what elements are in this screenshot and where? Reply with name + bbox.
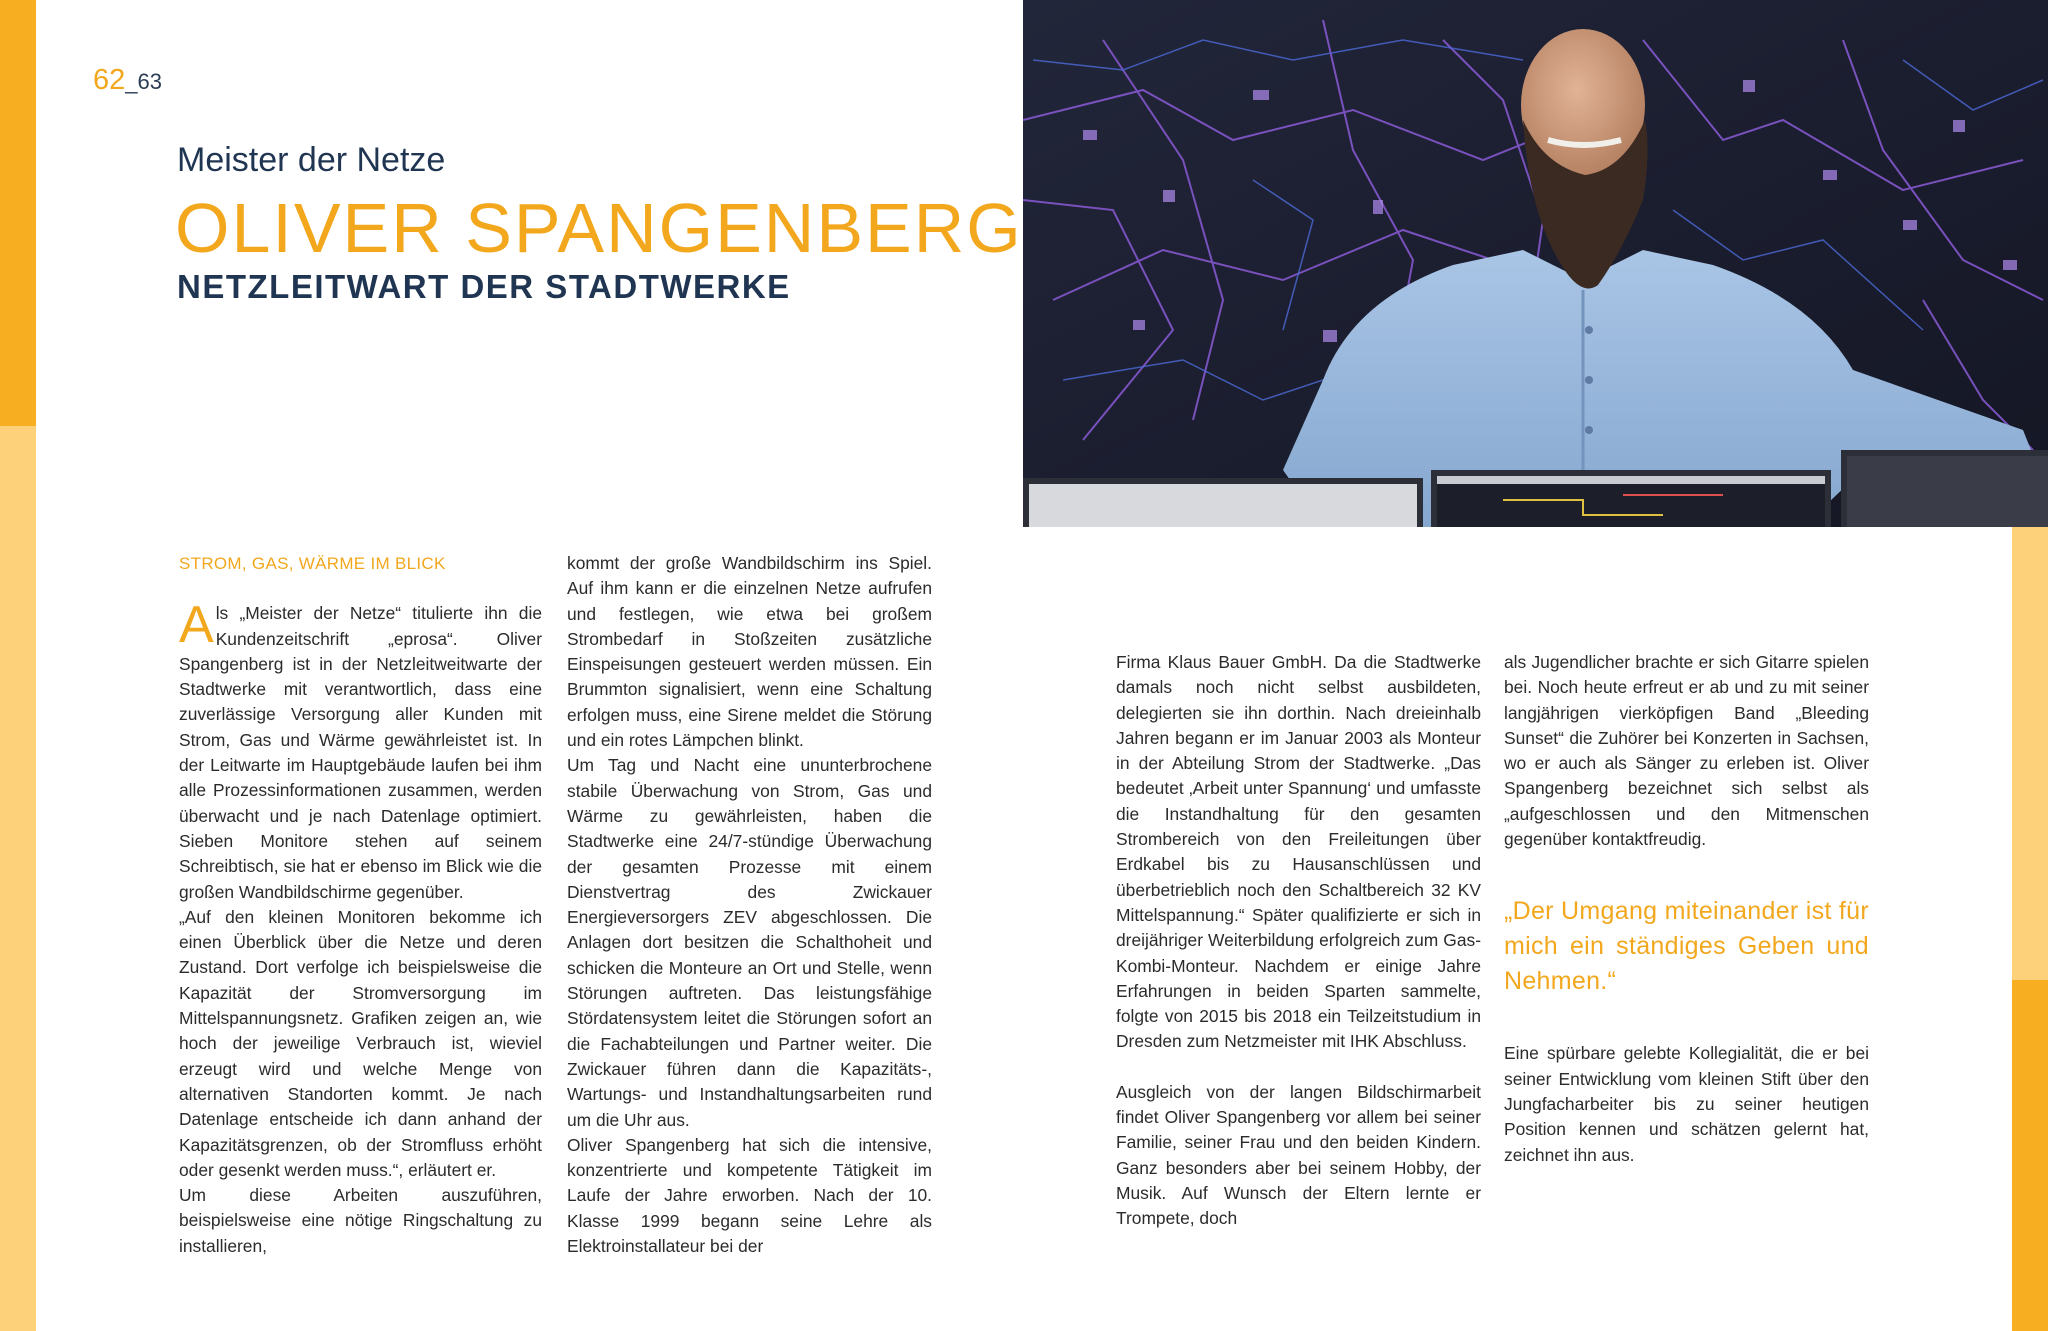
paragraph-text: ls „Meister der Netze“ titulierte ihn die Kundenzeitschrift „eprosa“. Oliver Spangenberg ist in der Netzleitweitwarte der Stadtwerke mit verantwortlich, dass eine zuverlässige Versorgung aller Kunden mit Strom, Gas und Wärme gewährleistet ist. In der Leitwarte im Hauptgebäude laufen bei ihm alle Prozessinformationen zusammen, werden überwacht und je nach Datenlage optimiert. Sieben Monitore stehen auf seinem Schreibtisch, sie hat er ebenso im Blick wie die großen Wandbildschirme gegenüber.	[179, 603, 542, 902]
article-column-3	[1116, 650, 1481, 1232]
article-kicker: Meister der Netze	[177, 141, 446, 179]
page-number-separator: _	[125, 69, 138, 94]
paragraph: Eine spürbare gelebte Kollegialität, die er bei seiner Entwicklung vom kleinen Stift über den Jungfacharbeiter bis zu seiner heutigen Position kennen und schätzen gelernt hat, zeichnet ihn aus.	[1504, 1043, 1869, 1165]
article-column-2	[567, 551, 932, 1259]
paragraph: Um Tag und Nacht eine ununterbrochene stabile Überwachung von Strom, Gas und Wärme zu gewährleisten, haben die Stadtwerke eine 24/7-stündige Überwachung der gesamten Prozesse mit einem Dienstvertrag des Zwickauer Energieversorgers ZEV abgeschlossen. Die Anlagen dort besitzen die Schalthoheit und schicken die Monteure an Ort und Stelle, wenn Störungen auftreten. Das leistungsfähige Stördatensystem leitet die Störungen sofort an die Fachabteilungen und Partner weiter. Die Zwickauer führen dann die Kapazitäts-, Wartungs- und Instandhaltungsarbeiten rund um die Uhr aus.	[567, 755, 932, 1130]
paragraph: „Auf den kleinen Monitoren bekomme ich einen Überblick über die Netze und deren Zustand. Dort verfolge ich beispielsweise die Kapazität der Stromversorgung im Mittelspannungsnetz. Grafiken zeigen an, wie hoch der jeweilige Verbrauch ist, wieviel erzeugt wird und welche Menge von alternativen Standorten kommt. Je nach Datenlage entscheide ich dann anhand der Kapazitätsgrenzen, ob der Stromfluss erhöht oder gesenkt werden muss.“, erläutert er.	[179, 906, 542, 1180]
paragraph: Um diese Arbeiten auszuführen, beispielsweise eine nötige Ringschaltung zu installieren,	[179, 1185, 542, 1256]
right-accent-strip-bottom	[2012, 980, 2048, 1331]
left-accent-strip-bottom	[0, 426, 36, 1331]
page-numbers	[93, 64, 162, 97]
paragraph-gap	[1116, 1055, 1481, 1080]
portrait-photo	[1023, 0, 2048, 527]
page-number-right: 63	[137, 69, 162, 94]
paragraph: kommt der große Wandbildschirm ins Spiel. Auf ihm kann er die einzelnen Netze aufrufen und festlegen, wie etwa bei großem Strombedarf in Stoßzeiten zusätzliche Einspeisungen gesteuert werden müssen. Ein Brummton signalisiert, wenn eine Schaltung erfolgen muss, eine Sirene meldet die Störung und ein rotes Lämpchen blinkt.	[567, 553, 932, 751]
paragraph: Firma Klaus Bauer GmbH. Da die Stadtwerke damals noch nicht selbst ausbildeten, delegierten sie ihn dorthin. Nach dreieinhalb Jahren begann er im Januar 2003 als Monteur in der Abteilung Strom der Stadtwerke. „Das bedeutet ‚Arbeit unter Spannung‘ und umfasste die Instandhaltung für den gesamten Strombereich von den Freileitungen über Erdkabel bis zu Hausanschlüssen und überbetrieblich noch den Schaltbereich 32 KV Mittelspannung.“ Später qualifizierte er sich in dreijähriger Weiterbildung erfolgreich zum Gas-Kombi-Monteur. Nachdem er einige Jahre Erfahrungen in beiden Sparten sammelte, folgte von 2015 bis 2018 ein Teilzeitstudium in Dresden zum Netzmeister mit IHK Abschluss.	[1116, 652, 1481, 1052]
article-column-4	[1504, 650, 1869, 1168]
drop-cap: A	[179, 596, 214, 655]
page-number-left: 62	[93, 64, 126, 96]
pull-quote: „Der Umgang miteinander ist für mich ein ständiges Geben und Nehmen.“	[1504, 897, 1869, 996]
paragraph	[179, 596, 542, 905]
section-heading: STROM, GAS, WÄRME IM BLICK	[179, 554, 446, 573]
article-subtitle-role: NETZLEITWART DER STADTWERKE	[177, 268, 791, 305]
left-accent-strip-top	[0, 0, 36, 426]
article-column-1	[179, 551, 542, 1259]
paragraph: als Jugendlicher brachte er sich Gitarre spielen bei. Noch heute erfreut er ab und zu mit seiner langjährigen vierköpfigen Band „Bleeding Sunset“ die Zuhörer bei Konzerten in Sachsen, wo er auch als Sänger zu erleben ist. Oliver Spangenberg bezeichnet sich selbst als „aufgeschlossen und den Mitmenschen gegenüber kontaktfreudig.	[1504, 652, 1869, 850]
paragraph: Oliver Spangenberg hat sich die intensive, konzentrierte und kompetente Tätigkeit im Laufe der Jahre erworben. Nach der 10. Klasse 1999 begann seine Lehre als Elektroinstallateur bei der	[567, 1134, 932, 1257]
article-title-name: OLIVER SPANGENBERG	[175, 189, 1023, 267]
paragraph: Ausgleich von der langen Bildschirmarbeit findet Oliver Spangenberg vor allem bei seiner Familie, seiner Frau und den beiden Kindern. Ganz besonders aber bei seinem Hobby, der Musik. Auf Wunsch der Eltern lernte er Trompete, doch	[1116, 1081, 1481, 1229]
